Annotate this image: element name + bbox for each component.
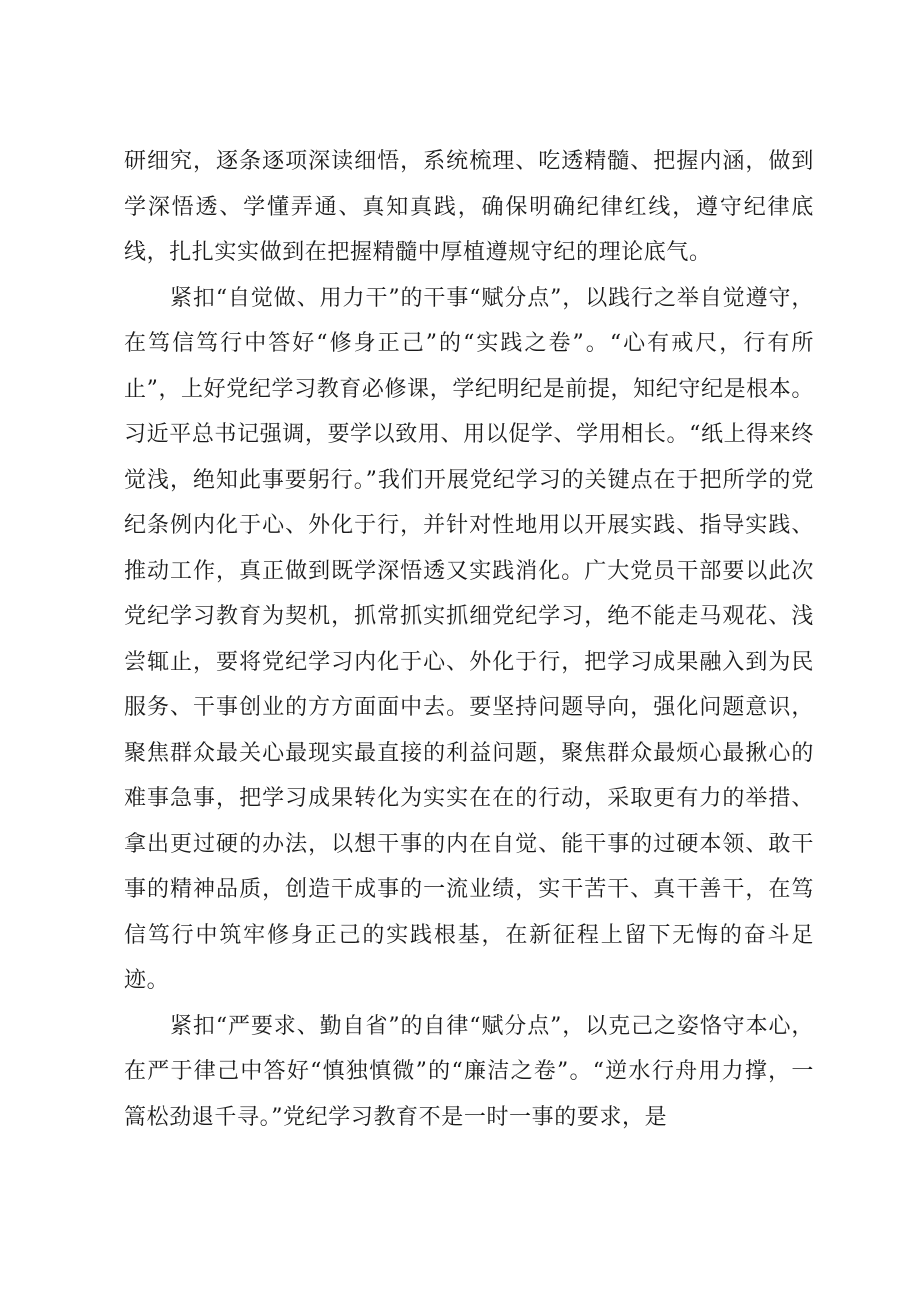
paragraph-3: 紧扣“严要求、勤自省”的自律“赋分点”，以克己之姿恪守本心，在严于律己中答好“慎独慎微”的“廉洁之卷”。“逆水行舟用力撑，一篙松劲退千寻。”党纪学习教育不是一时一事的要求，是 [124, 1013, 814, 1130]
paragraph-1: 研细究，逐条逐项深读细悟，系统梳理、吃透精髓、把握内涵，做到学深悟透、学懂弄通、真知真践，确保明确纪律红线，遵守纪律底线，扎扎实实做到在把握精髓中厚植遵规守纪的理论底气。 [124, 149, 814, 265]
document-body [124, 139, 814, 1140]
paragraph-2: 紧扣“自觉做、用力干”的干事“赋分点”，以践行之举自觉遵守，在笃信笃行中答好“修身正己”的“实践之卷”。“心有戒尺，行有所止”，上好党纪学习教育必修课，学纪明纪是前提，知纪守纪是根本。习近平总书记强调，要学以致用、用以促学、学用相长。“纸上得来终觉浅，绝知此事要躬行。”我们开展党纪学习的关键点在于把所学的党纪条例内化于心、外化于行，并针对性地用以开展实践、指导实践、推动工作，真正做到既学深悟透又实践消化。广大党员干部要以此次党纪学习教育为契机，抓常抓实抓细党纪学习，绝不能走马观花、浅尝辄止，要将党纪学习内化于心、外化于行，把学习成果融入到为民服务、干事创业的方方面面中去。要坚持问题导向，强化问题意识，聚焦群众最关心最现实最直接的利益问题，聚焦群众最烦心最揪心的难事急事，把学习成果转化为实实在在的行动，采取更有力的举措、拿出更过硬的办法，以想干事的内在自觉、能干事的过硬本领、敢干事的精神品质，创造干成事的一流业绩，实干苦干、真干善干，在笃信笃行中筑牢修身正己的实践根基，在新征程上留下无悔的奋斗足迹。 [124, 285, 814, 993]
